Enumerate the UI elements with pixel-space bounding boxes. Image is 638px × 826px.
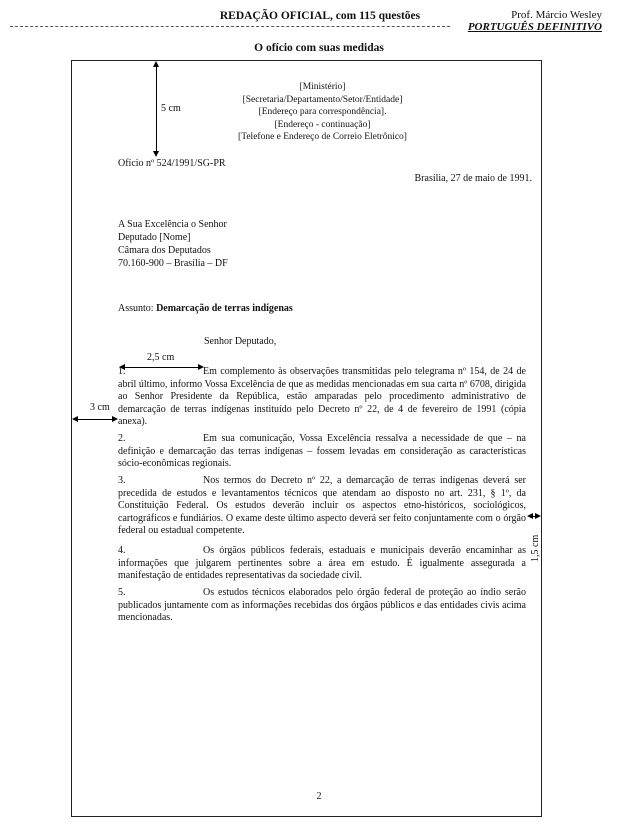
recipient-line-4: 70.160-900 – Brasília – DF <box>118 258 228 269</box>
recipient-block <box>118 218 228 270</box>
paragraph-2-text: Em sua comunicação, Vossa Excelência ressalva a necessidade de que – na definição e demarcação das terras indígenas – fossem levadas em consideração as características sócio-econômicas regionais. <box>118 433 526 470</box>
paragraph-4-text: Os órgãos públicos federais, estaduais e municipais deverão encaminhar as informações que julgarem pertinentes sobre a área em estudo. É igualmente assegurada a manifestação de entidades representativas da sociedade civil. <box>118 545 526 582</box>
top-margin-label: 5 cm <box>161 103 181 114</box>
top-margin-line <box>156 66 157 152</box>
paragraph-1-text: Em complemento às observações transmitidas pelo telegrama nº 154, de 24 de abril último, informo Vossa Excelência de que as medidas mencionadas em sua carta nº 6708, dirigida ao Senhor Presidente da República, estão amparadas pelo procedimento administrativo de demarcação de terras indígenas instituído pelo Decreto nº 22, de 4 de fevereiro de 1991 (cópia anexa). <box>118 366 526 428</box>
letterhead-line-ministry: [Ministério] <box>299 82 346 92</box>
left-margin-label: 3 cm <box>90 402 110 413</box>
recipient-line-1: A Sua Excelência o Senhor <box>118 219 227 230</box>
subject-text: Demarcação de terras indígenas <box>156 303 293 314</box>
letterhead-line-contact: [Telefone e Endereço de Correio Eletrônico] <box>238 132 407 142</box>
recipient-line-2: Deputado [Nome] <box>118 232 191 243</box>
place-date: Brasília, 27 de maio de 1991. <box>414 173 532 184</box>
header-title: REDAÇÃO OFICIAL, com 115 questões <box>219 10 421 22</box>
page-number: 2 <box>316 791 322 802</box>
paragraph-4-number: 4. <box>118 545 126 556</box>
paragraph-4 <box>118 545 526 583</box>
paragraph-2 <box>118 433 526 471</box>
subject-line <box>118 302 293 315</box>
section-title: O ofício com suas medidas <box>254 42 384 54</box>
paragraph-3-number: 3. <box>118 475 126 486</box>
header-subtitle: PORTUGUÊS DEFINITIVO <box>467 21 602 33</box>
recipient-line-3: Câmara dos Deputados <box>118 245 211 256</box>
letterhead-line-address: [Endereço para correspondência]. <box>258 107 387 117</box>
right-margin-arrow-right <box>535 513 541 519</box>
paragraph-1 <box>118 366 526 429</box>
paragraph-3-text: Nos termos do Decreto nº 22, a demarcação de terras indígenas deverá ser precedida de estudos e levantamentos técnicos que atendam ao disposto no art. 231, § 1º, da Constituição Federal. Os estudos deverão incluir os aspectos etno-históricos, sociológicos, cartográficos e fundiários. O exame deste último aspecto deverá ser feito conjuntamente com o órgão federal ou estadual competente. <box>118 475 526 537</box>
salutation: Senhor Deputado, <box>204 336 277 347</box>
paragraph-5-number: 5. <box>118 587 126 598</box>
letterhead-line-department: [Secretaria/Departamento/Setor/Entidade] <box>242 94 403 105</box>
letterhead <box>215 81 430 144</box>
letterhead-line-address-cont: [Endereço - continuação] <box>274 119 371 130</box>
subject-label: Assunto: <box>118 303 154 314</box>
left-margin-line <box>77 419 113 420</box>
header-divider <box>10 26 450 27</box>
right-margin-label: 1,5 cm <box>530 534 541 562</box>
paragraph-3 <box>118 475 526 538</box>
header-author: Prof. Márcio Wesley <box>511 9 602 21</box>
paragraph-1-number: 1. <box>118 366 126 377</box>
indent-label: 2,5 cm <box>147 352 175 363</box>
paragraph-2-number: 2. <box>118 433 126 444</box>
paragraph-5-text: Os estudos técnicos elaborados pelo órgão federal de proteção ao índio serão publicados juntamente com as informações recebidas dos órgãos públicos e das entidades civis acima mencionadas. <box>118 587 526 624</box>
document-reference: Ofício nº 524/1991/SG-PR <box>118 158 226 169</box>
paragraph-5 <box>118 587 526 625</box>
